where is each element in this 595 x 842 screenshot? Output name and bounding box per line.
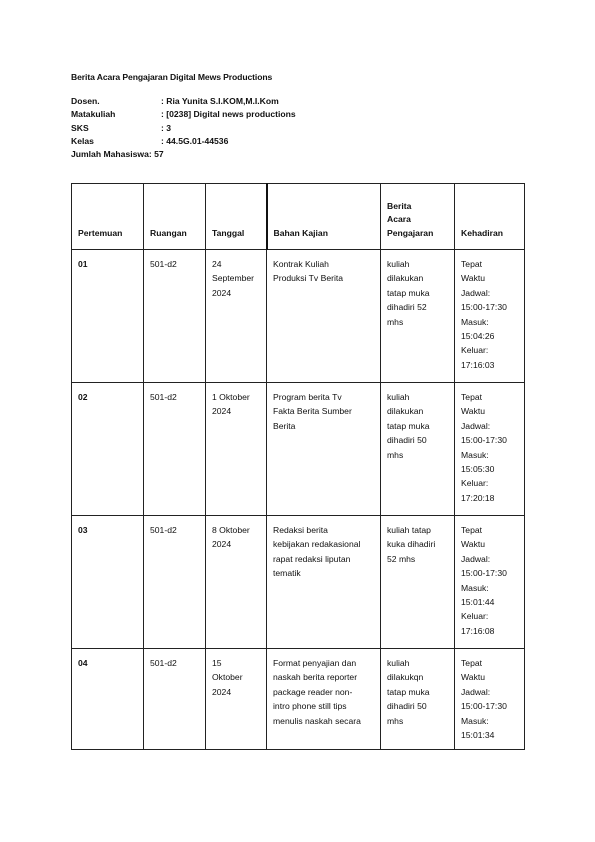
- cell-bahan-kajian: Format penyajian dan naskah berita reporter package reader non- intro phone still tips menulis naskah secara: [267, 649, 381, 750]
- meta-label: SKS: [71, 122, 89, 133]
- cell-pertemuan: 04: [72, 649, 144, 750]
- cell-berita-acara: kuliah dilakukan tatap muka dihadiri 52 mhs: [381, 250, 455, 383]
- column-header-berita-acara: Berita Acara Pengajaran: [381, 184, 455, 250]
- table-header-row: [72, 184, 525, 250]
- meta-value: : [0238] Digital news productions: [161, 109, 296, 120]
- cell-kehadiran: Tepat Waktu Jadwal: 15:00-17:30 Masuk: 15:05:30 Keluar: 17:20:18: [455, 383, 525, 516]
- cell-tanggal: 15 Oktober 2024: [206, 649, 267, 750]
- cell-tanggal: 8 Oktober 2024: [206, 516, 267, 649]
- meta-label: Matakuliah: [71, 109, 116, 120]
- meta-row-kelas: [71, 136, 296, 149]
- cell-berita-acara: kuliah dilakukqn tatap muka dihadiri 50 mhs: [381, 649, 455, 750]
- meta-row-jumlah-mahasiswa: [71, 149, 296, 162]
- attendance-table: [71, 183, 525, 750]
- meta-row-sks: [71, 123, 296, 136]
- cell-bahan-kajian: Kontrak Kuliah Produksi Tv Berita: [267, 250, 381, 383]
- cell-ruangan: 501-d2: [144, 383, 206, 516]
- cell-pertemuan: 02: [72, 383, 144, 516]
- cell-bahan-kajian: Program berita Tv Fakta Berita Sumber Berita: [267, 383, 381, 516]
- cell-tanggal: 24 September 2024: [206, 250, 267, 383]
- table-row: [72, 250, 525, 383]
- table-row: [72, 649, 525, 750]
- meta-value: : 44.5G.01-44536: [161, 135, 229, 146]
- meta-row-dosen: [71, 96, 296, 109]
- cell-berita-acara: kuliah dilakukan tatap muka dihadiri 50 mhs: [381, 383, 455, 516]
- column-header-ruangan: Ruangan: [144, 184, 206, 250]
- meta-value: : Ria Yunita S.I.KOM,M.I.Kom: [161, 96, 279, 106]
- meta-value: : 3: [161, 122, 172, 133]
- meta-block: [71, 96, 296, 162]
- column-header-kehadiran: Kehadiran: [455, 184, 525, 250]
- cell-kehadiran: Tepat Waktu Jadwal: 15:00-17:30 Masuk: 15:04:26 Keluar: 17:16:03: [455, 250, 525, 383]
- meta-row-matakuliah: [71, 109, 296, 122]
- meta-label: Dosen.: [71, 96, 100, 106]
- cell-ruangan: 501-d2: [144, 516, 206, 649]
- table-row: [72, 516, 525, 649]
- meta-label: Kelas: [71, 135, 94, 146]
- table-row: [72, 383, 525, 516]
- cell-pertemuan: 03: [72, 516, 144, 649]
- column-header-tanggal: Tanggal: [206, 184, 267, 250]
- column-header-pertemuan: Pertemuan: [72, 184, 144, 250]
- cell-pertemuan: 01: [72, 250, 144, 383]
- cell-tanggal: 1 Oktober 2024: [206, 383, 267, 516]
- cell-berita-acara: kuliah tatap kuka dihadiri 52 mhs: [381, 516, 455, 649]
- document-title: Berita Acara Pengajaran Digital Mews Productions: [71, 72, 273, 82]
- cell-kehadiran: Tepat Waktu Jadwal: 15:00-17:30 Masuk: 15:01:44 Keluar: 17:16:08: [455, 516, 525, 649]
- cell-bahan-kajian: Redaksi berita kebijakan redakasional rapat redaksi liputan tematik: [267, 516, 381, 649]
- meta-value: : 57: [148, 149, 164, 160]
- cell-ruangan: 501-d2: [144, 649, 206, 750]
- column-header-bahan-kajian: Bahan Kajian: [267, 184, 381, 250]
- meta-label: Jumlah Mahasiswa: [71, 149, 149, 160]
- cell-ruangan: 501-d2: [144, 250, 206, 383]
- cell-kehadiran: Tepat Waktu Jadwal: 15:00-17:30 Masuk: 15:01:34: [455, 649, 525, 750]
